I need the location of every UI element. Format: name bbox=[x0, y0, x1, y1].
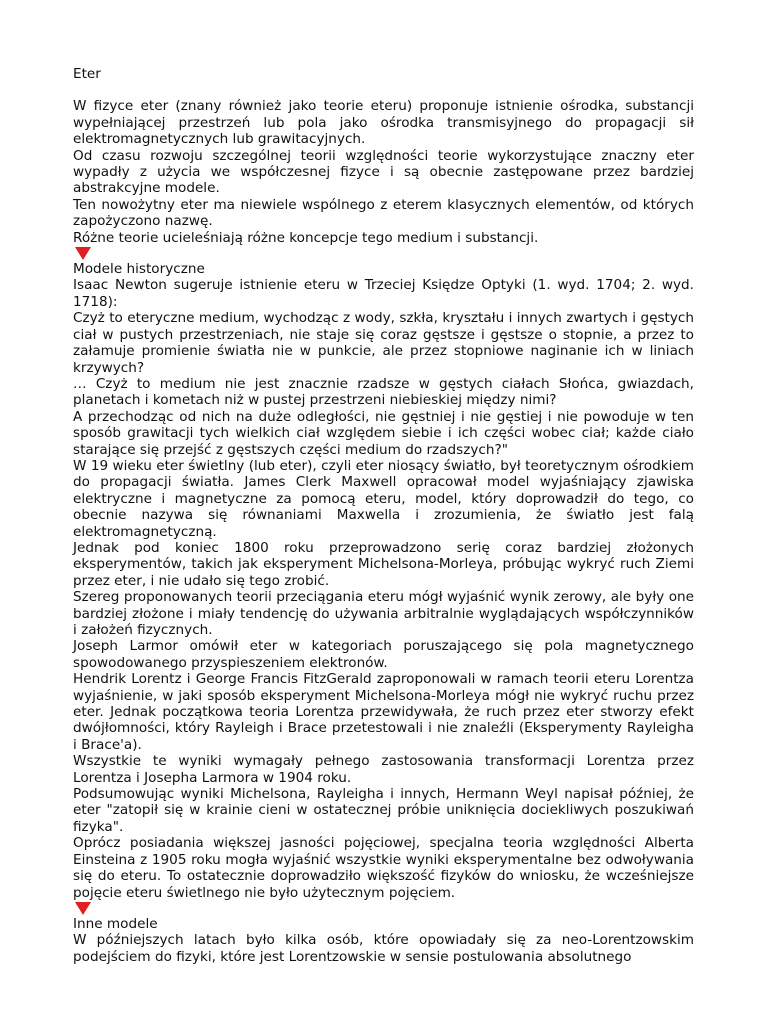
blank-line bbox=[73, 82, 694, 98]
intro-paragraph: W fizyce eter (znany również jako teorie eteru) proponuje istnienie ośrodka, substancji wypełniającej przestrzeń lub pola jako ośrodka transmisyjnego do propagacji sił elektromagnetycznych lub grawitacyjnych. bbox=[73, 98, 694, 148]
section-paragraph: Hendrik Lorentz i George Francis FitzGerald zaproponowali w ramach teorii eteru Lorentza wyjaśnienie, w jaki sposób eksperyment Michelsona-Morleya mógł nie wykryć ruchu przez eter. Jednak początkowa teoria Lorentza przewidywała, że ruch przez eter stworzy efekt dwójłomności, który Rayleigh i Brace przetestowali i nie znaleźli (Eksperymenty Rayleigha i Brace'a). bbox=[73, 671, 694, 753]
section-paragraph: Oprócz posiadania większej jasności pojęciowej, specjalna teoria względności Alberta Einsteina z 1905 roku mogła wyjaśnić wszystkie wyniki eksperymentalne bez odwoływania się do eteru. To ostatecznie doprowadziło większość fizyków do wniosku, że wcześniejsze pojęcie eteru świetlnego nie było użytecznym pojęciem. bbox=[73, 835, 694, 901]
intro-paragraph: Od czasu rozwoju szczególnej teorii względności teorie wykorzystujące znaczny eter wypadły z użycia we współczesnej fizyce i są obecnie zastępowane przez bardziej abstrakcyjne modele. bbox=[73, 147, 694, 197]
collapse-triangle-icon[interactable] bbox=[75, 247, 91, 260]
collapse-triangle-icon[interactable] bbox=[75, 902, 91, 915]
document-page bbox=[73, 66, 694, 965]
section-heading-other: Inne modele bbox=[73, 915, 158, 932]
intro-paragraph: Różne teorie ucieleśniają różne koncepcje tego medium i substancji. bbox=[73, 229, 539, 246]
section-paragraph: W późniejszych latach było kilka osób, które opowiadały się za neo-Lorentzowskim podejściem do fizyki, które jest Lorentzowskie w sensie postulowania absolutnego bbox=[73, 932, 694, 965]
section-paragraph: … Czyż to medium nie jest znacznie rzadsze w gęstych ciałach Słońca, gwiazdach, planetach i kometach niż w pustej przestrzeni niebieskiej między nimi? bbox=[73, 375, 694, 409]
section-paragraph: Podsumowując wyniki Michelsona, Rayleigha i innych, Hermann Weyl napisał później, że eter "zatopił się w krainie cieni w ostatecznej próbie uniknięcia dociekliwych poszukiwań fizyka". bbox=[73, 786, 694, 835]
section-paragraph: A przechodząc od nich na duże odległości, nie gęstniej i nie gęstiej i nie powoduje w ten sposób grawitacji tych wielkich ciał względem siebie i ich części wobec ciał; każde ciało starające się przejść z gęstszych części medium do rzadszych?" bbox=[73, 408, 694, 458]
section-paragraph: Joseph Larmor omówił eter w kategoriach poruszającego się pola magnetycznego spowodowanego przyspieszeniem elektronów. bbox=[73, 638, 694, 671]
section-paragraph: Wszystkie te wyniki wymagały pełnego zastosowania transformacji Lorentza przez Lorentza i Josepha Larmora w 1904 roku. bbox=[73, 753, 694, 786]
section-paragraph: W 19 wieku eter świetlny (lub eter), czyli eter niosący światło, był teoretycznym ośrodkiem do propagacji światła. James Clerk Maxwell opracował model wyjaśniający zjawiska elektryczne i magnetyczne za pomocą eteru, model, który doprowadził do tego, co obecnie nazywa się równaniami Maxwella i zrozumienia, że światło jest falą elektromagnetyczną. bbox=[73, 457, 694, 540]
section-paragraph: Czyż to eteryczne medium, wychodząc z wody, szkła, kryształu i innych zwartych i gęstych ciał w pustych przestrzeniach, nie staje się coraz gęstsze i gęstsze o stopnie, a przez to załamuje promienie światła nie w punkcie, ale przez stopniowe naginanie ich w liniach krzywych? bbox=[73, 310, 694, 376]
section-paragraph: Jednak pod koniec 1800 roku przeprowadzono serię coraz bardziej złożonych eksperymentów, takich jak eksperyment Michelsona-Morleya, próbując wykryć ruch Ziemi przez eter, i nie udało się tego zrobić. bbox=[73, 539, 694, 589]
document-title: Eter bbox=[73, 66, 101, 82]
intro-paragraph: Ten nowożytny eter ma niewiele wspólnego z eterem klasycznych elementów, od których zapożyczono nazwę. bbox=[73, 196, 694, 230]
section-heading-historical: Modele historyczne bbox=[73, 261, 205, 278]
section-paragraph: Szereg proponowanych teorii przeciągania eteru mógł wyjaśnić wynik zerowy, ale były one bardziej złożone i miały tendencję do używania arbitralnie wyglądających współczynników i założeń fizycznych. bbox=[73, 589, 694, 638]
section-paragraph: Isaac Newton sugeruje istnienie eteru w Trzeciej Księdze Optyki (1. wyd. 1704; 2. wyd. 1718): bbox=[73, 277, 694, 310]
